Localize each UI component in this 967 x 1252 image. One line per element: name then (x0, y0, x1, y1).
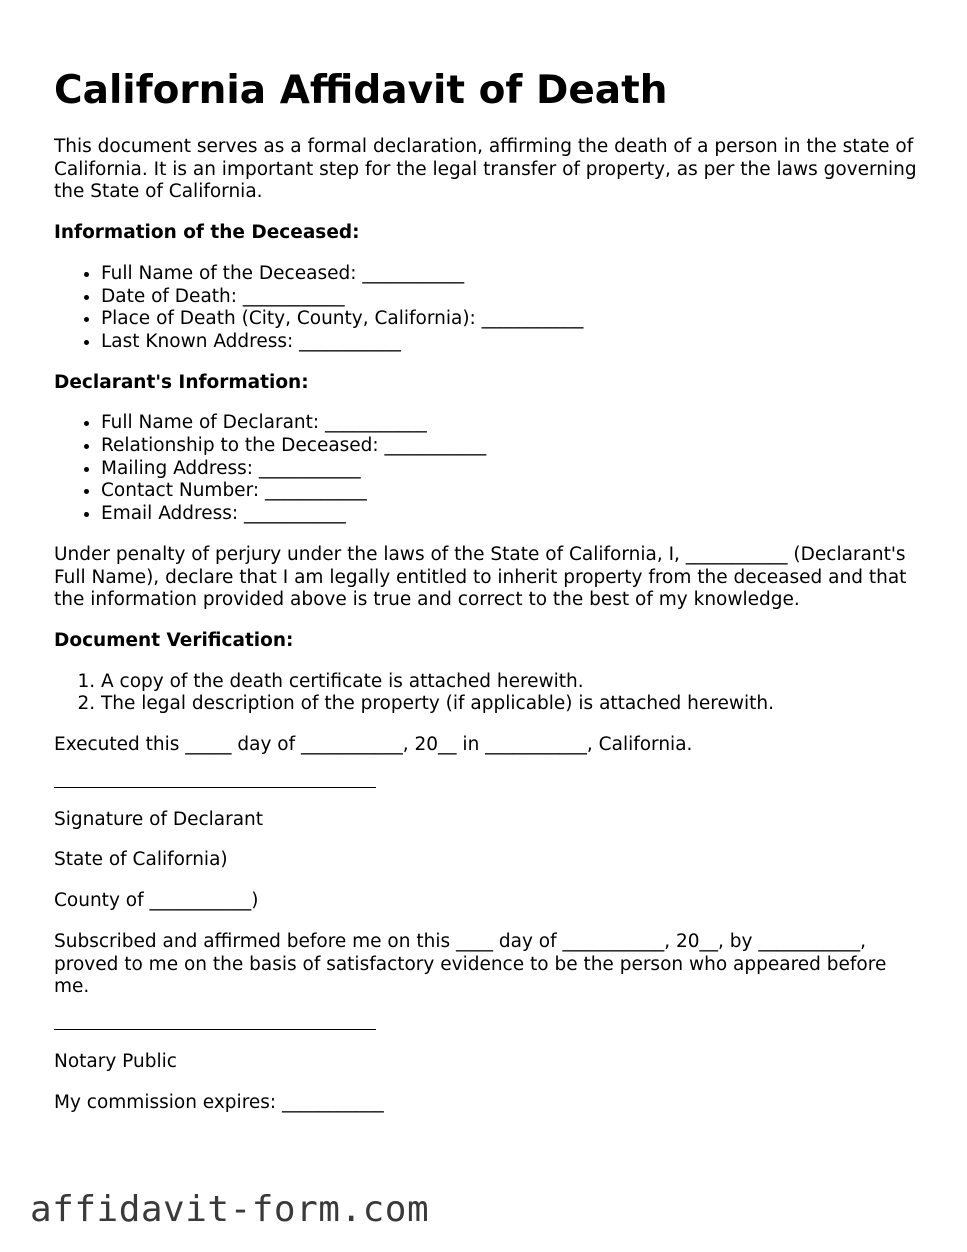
intro-paragraph: This document serves as a formal declaration, affirming the death of a person in the state of California. It is an important step for the legal transfer of property, as per the laws governing the State of California. (54, 136, 917, 203)
deceased-info-list (54, 263, 924, 354)
notary-signature-line (54, 1029, 376, 1030)
list-item: • Place of Death (City, County, California): ___________ (101, 308, 924, 331)
site-watermark: affidavit-form.com (30, 1189, 430, 1230)
state-line: State of California) (54, 849, 228, 871)
list-item: 2. The legal description of the property (if applicable) is attached herewith. (101, 693, 924, 716)
verification-list (54, 671, 924, 716)
executed-line: Executed this _____ day of ___________, 20__ in ___________, California. (54, 734, 693, 756)
list-item: • Date of Death: ___________ (101, 286, 924, 309)
list-item: • Mailing Address: ___________ (101, 458, 924, 481)
notary-label: Notary Public (54, 1050, 177, 1072)
deceased-section-heading: Information of the Deceased: (54, 222, 360, 244)
commission-line: My commission expires: ___________ (54, 1091, 384, 1113)
county-line: County of ___________) (54, 890, 259, 912)
list-item: • Full Name of Declarant: ___________ (101, 412, 924, 435)
subscribed-statement: Subscribed and affirmed before me on this ____ day of ___________, 20__, by ___________, proved to me on the basis of satisfactory evidence to be the person who appeared before me. (54, 930, 887, 998)
declarant-info-list (54, 412, 924, 526)
signature-label: Signature of Declarant (54, 808, 264, 830)
list-item: • Email Address: ___________ (101, 503, 924, 526)
perjury-statement: Under penalty of perjury under the laws of the State of California, I, ___________ (Declarant's Full Name), declare that I am legally entitled to inherit property from the deceased and that the information provided above is true and correct to the best of my knowledge. (54, 543, 907, 611)
list-item: • Last Known Address: ___________ (101, 331, 924, 354)
declarant-signature-line (54, 787, 376, 788)
list-item: • Relationship to the Deceased: ___________ (101, 435, 924, 458)
affidavit-document (54, 68, 924, 1132)
declarant-section-heading: Declarant's Information: (54, 371, 309, 393)
list-item: • Full Name of the Deceased: ___________ (101, 263, 924, 286)
list-item: 1. A copy of the death certificate is attached herewith. (101, 671, 924, 694)
list-item: • Contact Number: ___________ (101, 480, 924, 503)
verification-section-heading: Document Verification: (54, 629, 294, 651)
document-title: California Affidavit of Death (54, 68, 668, 113)
